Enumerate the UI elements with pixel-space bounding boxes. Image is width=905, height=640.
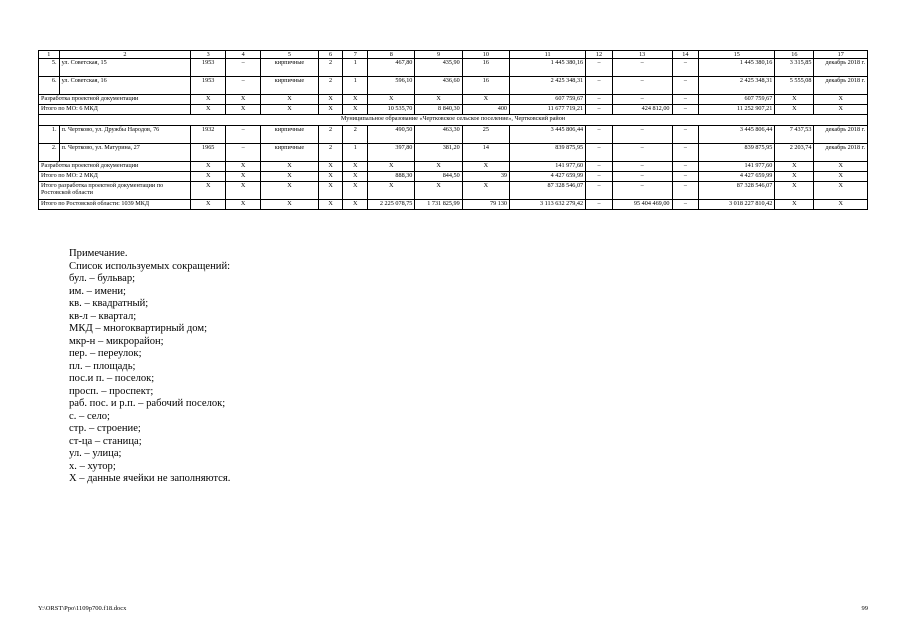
table-cell: X <box>462 95 509 105</box>
note-subtitle: Список используемых сокращений: <box>69 260 231 272</box>
table-cell: 1 731 825,99 <box>415 200 462 210</box>
table-cell: 1 <box>343 77 368 95</box>
table-cell: 16 <box>462 59 509 77</box>
column-number: 4 <box>226 51 261 59</box>
table-cell: 2 <box>318 77 343 95</box>
table-cell: кирпичные <box>261 77 319 95</box>
table-cell: X <box>226 162 261 172</box>
table-cell: X <box>775 200 814 210</box>
table-cell: 11 677 719,21 <box>510 105 586 115</box>
column-number: 16 <box>775 51 814 59</box>
table-cell: X <box>343 182 368 200</box>
table-cell: – <box>672 126 699 144</box>
table-cell: X <box>318 95 343 105</box>
table-cell: – <box>226 77 261 95</box>
table-cell: X <box>343 95 368 105</box>
table-cell: 16 <box>462 77 509 95</box>
table-cell: X <box>261 105 319 115</box>
table-cell: 424 812,00 <box>612 105 672 115</box>
note-item: стр. – строение; <box>69 423 141 434</box>
table-cell: 2 <box>318 59 343 77</box>
page-number: 99 <box>861 605 868 612</box>
table-cell: 381,20 <box>415 144 462 162</box>
table-cell: X <box>775 95 814 105</box>
table-cell: 400 <box>462 105 509 115</box>
table-cell: 87 328 546,07 <box>699 182 775 200</box>
table-cell: – <box>586 200 613 210</box>
table-cell: – <box>612 77 672 95</box>
table-cell: X <box>814 200 868 210</box>
table-row <box>39 126 868 144</box>
table-cell: X <box>261 200 319 210</box>
table-cell: X <box>261 162 319 172</box>
table-cell: 4 427 659,99 <box>510 172 586 182</box>
table-cell: – <box>612 162 672 172</box>
table-cell: 6. <box>39 77 60 95</box>
table-cell: – <box>612 172 672 182</box>
note-item: х. – хутор; <box>69 460 116 472</box>
column-number: 5 <box>261 51 319 59</box>
table-cell: X <box>814 172 868 182</box>
table-cell: п. Чертково, ул. Матурина, 27 <box>59 144 191 162</box>
table-cell: 467,80 <box>368 59 415 77</box>
table-cell: 1. <box>39 126 60 144</box>
note-item: ул. – улица; <box>69 448 122 459</box>
table-cell: X <box>343 105 368 115</box>
table-cell: 10 535,70 <box>368 105 415 115</box>
table-cell: 95 404 469,00 <box>612 200 672 210</box>
table-cell: 839 875,95 <box>699 144 775 162</box>
section-title: Муниципальное образование «Чертковское сельское поселение», Чертковский район <box>39 115 868 126</box>
table-cell: X <box>368 162 415 172</box>
column-number: 7 <box>343 51 368 59</box>
table-cell: X <box>226 182 261 200</box>
table-cell: 39 <box>462 172 509 182</box>
table-cell: X <box>226 172 261 182</box>
table-cell: 888,30 <box>368 172 415 182</box>
table-cell: 3 018 227 810,42 <box>699 200 775 210</box>
table-cell: – <box>672 162 699 172</box>
table-cell: 3 315,85 <box>775 59 814 77</box>
note-item: МКД – многоквартирный дом; <box>69 323 208 334</box>
table-cell: 1953 <box>191 77 226 95</box>
table-cell: X <box>775 162 814 172</box>
table-cell: – <box>672 59 699 77</box>
table-cell: декабрь 2018 г. <box>814 77 868 95</box>
table-cell: – <box>672 77 699 95</box>
table-cell: X <box>191 172 226 182</box>
table-cell: X <box>814 95 868 105</box>
table-cell: – <box>672 144 699 162</box>
column-number: 8 <box>368 51 415 59</box>
table-cell: 844,50 <box>415 172 462 182</box>
column-number: 15 <box>699 51 775 59</box>
table-row <box>39 77 868 95</box>
table-cell: – <box>612 59 672 77</box>
table-row <box>39 59 868 77</box>
table-cell: 1 <box>343 59 368 77</box>
table-cell: 14 <box>462 144 509 162</box>
table-cell: 1 445 380,16 <box>510 59 586 77</box>
table-cell: 435,90 <box>415 59 462 77</box>
note-item: пл. – площадь; <box>69 360 136 372</box>
table-cell: 596,10 <box>368 77 415 95</box>
table-cell: X <box>343 162 368 172</box>
table-cell: 2 225 078,75 <box>368 200 415 210</box>
table-cell: 463,30 <box>415 126 462 144</box>
table-cell: 141 977,60 <box>510 162 586 172</box>
table-cell: – <box>226 144 261 162</box>
table-cell: X <box>191 162 226 172</box>
table-cell: кирпичные <box>261 126 319 144</box>
table-cell: 397,80 <box>368 144 415 162</box>
table-cell: 3 445 806,44 <box>510 126 586 144</box>
note-item: бул. – бульвар; <box>69 273 136 284</box>
column-number: 11 <box>510 51 586 59</box>
table-cell: X <box>261 172 319 182</box>
table-cell: – <box>586 182 613 200</box>
table-cell: 1932 <box>191 126 226 144</box>
table-cell: 839 875,95 <box>510 144 586 162</box>
table-cell: 1953 <box>191 59 226 77</box>
table-cell: 2 203,74 <box>775 144 814 162</box>
table-cell: – <box>672 182 699 200</box>
summary-row <box>39 162 868 172</box>
table-cell: 3 445 806,44 <box>699 126 775 144</box>
section-row <box>39 115 868 126</box>
table-cell: 3 113 632 279,42 <box>510 200 586 210</box>
table-cell: 141 977,60 <box>699 162 775 172</box>
table-cell: 8 840,30 <box>415 105 462 115</box>
table-cell: кирпичные <box>261 59 319 77</box>
table-cell: X <box>775 182 814 200</box>
note-item: пос.и п. – поселок; <box>69 373 155 384</box>
table-cell: X <box>814 182 868 200</box>
note-item: кв. – квадратный; <box>69 298 149 309</box>
table-cell: X <box>415 162 462 172</box>
note-item: Х – данные ячейки не заполняются. <box>69 473 231 484</box>
column-number: 12 <box>586 51 613 59</box>
table-cell: – <box>586 126 613 144</box>
table-cell: – <box>672 200 699 210</box>
column-number: 3 <box>191 51 226 59</box>
column-number: 1 <box>39 51 60 59</box>
table-cell: X <box>191 200 226 210</box>
summary-label: Итого по МО: 2 МКД <box>39 172 191 182</box>
table-cell: X <box>415 182 462 200</box>
table-cell: – <box>672 95 699 105</box>
summary-label: Итого по МО: 6 МКД <box>39 105 191 115</box>
table-cell: ул. Советская, 15 <box>59 59 191 77</box>
table-cell: п. Чертково, ул. Дружбы Народов, 76 <box>59 126 191 144</box>
table-row <box>39 144 868 162</box>
table-cell: X <box>368 182 415 200</box>
table-cell: X <box>226 105 261 115</box>
table-cell: X <box>318 105 343 115</box>
abbreviations-note <box>69 248 230 486</box>
summary-row <box>39 200 868 210</box>
summary-label: Итого по Ростовской области: 1039 МКД <box>39 200 191 210</box>
table-cell: – <box>612 95 672 105</box>
note-item: просп. – проспект; <box>69 385 154 397</box>
summary-label: Разработка проектной документации <box>39 95 191 105</box>
table-cell: X <box>318 172 343 182</box>
table-cell: X <box>462 182 509 200</box>
table-cell: 7 437,53 <box>775 126 814 144</box>
summary-row <box>39 95 868 105</box>
table-cell: кирпичные <box>261 144 319 162</box>
table-cell: X <box>261 95 319 105</box>
table-cell: – <box>672 105 699 115</box>
table-cell: X <box>318 182 343 200</box>
column-number: 6 <box>318 51 343 59</box>
table-cell: 2 425 348,31 <box>699 77 775 95</box>
column-number: 2 <box>59 51 191 59</box>
column-number: 13 <box>612 51 672 59</box>
table-cell: X <box>775 105 814 115</box>
table-cell: 4 427 659,99 <box>699 172 775 182</box>
table-cell: – <box>586 95 613 105</box>
table-cell: 25 <box>462 126 509 144</box>
table-cell: X <box>462 162 509 172</box>
table-cell: – <box>226 59 261 77</box>
table-cell: 1965 <box>191 144 226 162</box>
table-cell: – <box>612 182 672 200</box>
table-cell: X <box>226 200 261 210</box>
column-number: 14 <box>672 51 699 59</box>
table-cell: ул. Советская, 16 <box>59 77 191 95</box>
table-cell: X <box>318 162 343 172</box>
table-cell: X <box>415 95 462 105</box>
table-cell: 2 <box>343 126 368 144</box>
table-cell: декабрь 2018 г. <box>814 126 868 144</box>
table-cell: X <box>318 200 343 210</box>
table-cell: 1 445 380,16 <box>699 59 775 77</box>
table-cell: 2 <box>318 144 343 162</box>
note-item: кв-л – квартал; <box>69 310 137 322</box>
table-cell: 87 328 546,07 <box>510 182 586 200</box>
table-cell: 2. <box>39 144 60 162</box>
table-cell: 5. <box>39 59 60 77</box>
table-cell: 79 130 <box>462 200 509 210</box>
table-cell: 2 425 348,31 <box>510 77 586 95</box>
table-cell: – <box>586 105 613 115</box>
table-cell: X <box>814 162 868 172</box>
table-cell: 436,60 <box>415 77 462 95</box>
note-title: Примечание. <box>69 248 128 259</box>
table-cell: X <box>261 182 319 200</box>
summary-label: Разработка проектной документации <box>39 162 191 172</box>
capital-repair-table <box>38 50 868 210</box>
table-cell: 2 <box>318 126 343 144</box>
table-cell: – <box>586 144 613 162</box>
table-cell: 11 252 907,21 <box>699 105 775 115</box>
table-cell: декабрь 2018 г. <box>814 144 868 162</box>
table-cell: – <box>586 172 613 182</box>
summary-row <box>39 105 868 115</box>
table-cell: 607 759,67 <box>510 95 586 105</box>
column-number: 17 <box>814 51 868 59</box>
note-item: ст-ца – станица; <box>69 435 142 447</box>
table-cell: 5 555,08 <box>775 77 814 95</box>
summary-label: Итого разработка проектной документации по Ростовской области <box>39 182 191 200</box>
note-item: мкр-н – микрорайон; <box>69 335 164 347</box>
table-cell: – <box>586 59 613 77</box>
table-cell: – <box>586 77 613 95</box>
table-cell: X <box>191 182 226 200</box>
table-cell: – <box>226 126 261 144</box>
file-path: Y:\ORST\Ppo\1109p700.f18.docx <box>38 605 127 612</box>
table-cell: X <box>814 105 868 115</box>
column-number: 9 <box>415 51 462 59</box>
table-cell: X <box>191 105 226 115</box>
summary-row <box>39 182 868 200</box>
table-cell: 1 <box>343 144 368 162</box>
table-cell: 607 759,67 <box>699 95 775 105</box>
table-cell: декабрь 2018 г. <box>814 59 868 77</box>
table-cell: X <box>226 95 261 105</box>
summary-row <box>39 172 868 182</box>
column-number: 10 <box>462 51 509 59</box>
note-item: им. – имени; <box>69 285 126 297</box>
table-cell: X <box>343 200 368 210</box>
note-item: пер. – переулок; <box>69 348 142 359</box>
table-cell: X <box>343 172 368 182</box>
table-cell: – <box>586 162 613 172</box>
table-cell: X <box>368 95 415 105</box>
table-cell: – <box>612 144 672 162</box>
note-item: раб. пос. и р.п. – рабочий поселок; <box>69 398 226 409</box>
table-cell: 490,50 <box>368 126 415 144</box>
table-cell: – <box>612 126 672 144</box>
table-cell: X <box>191 95 226 105</box>
table-cell: X <box>775 172 814 182</box>
table-header-row <box>39 51 868 59</box>
table-cell: – <box>672 172 699 182</box>
note-item: с. – село; <box>69 410 111 422</box>
